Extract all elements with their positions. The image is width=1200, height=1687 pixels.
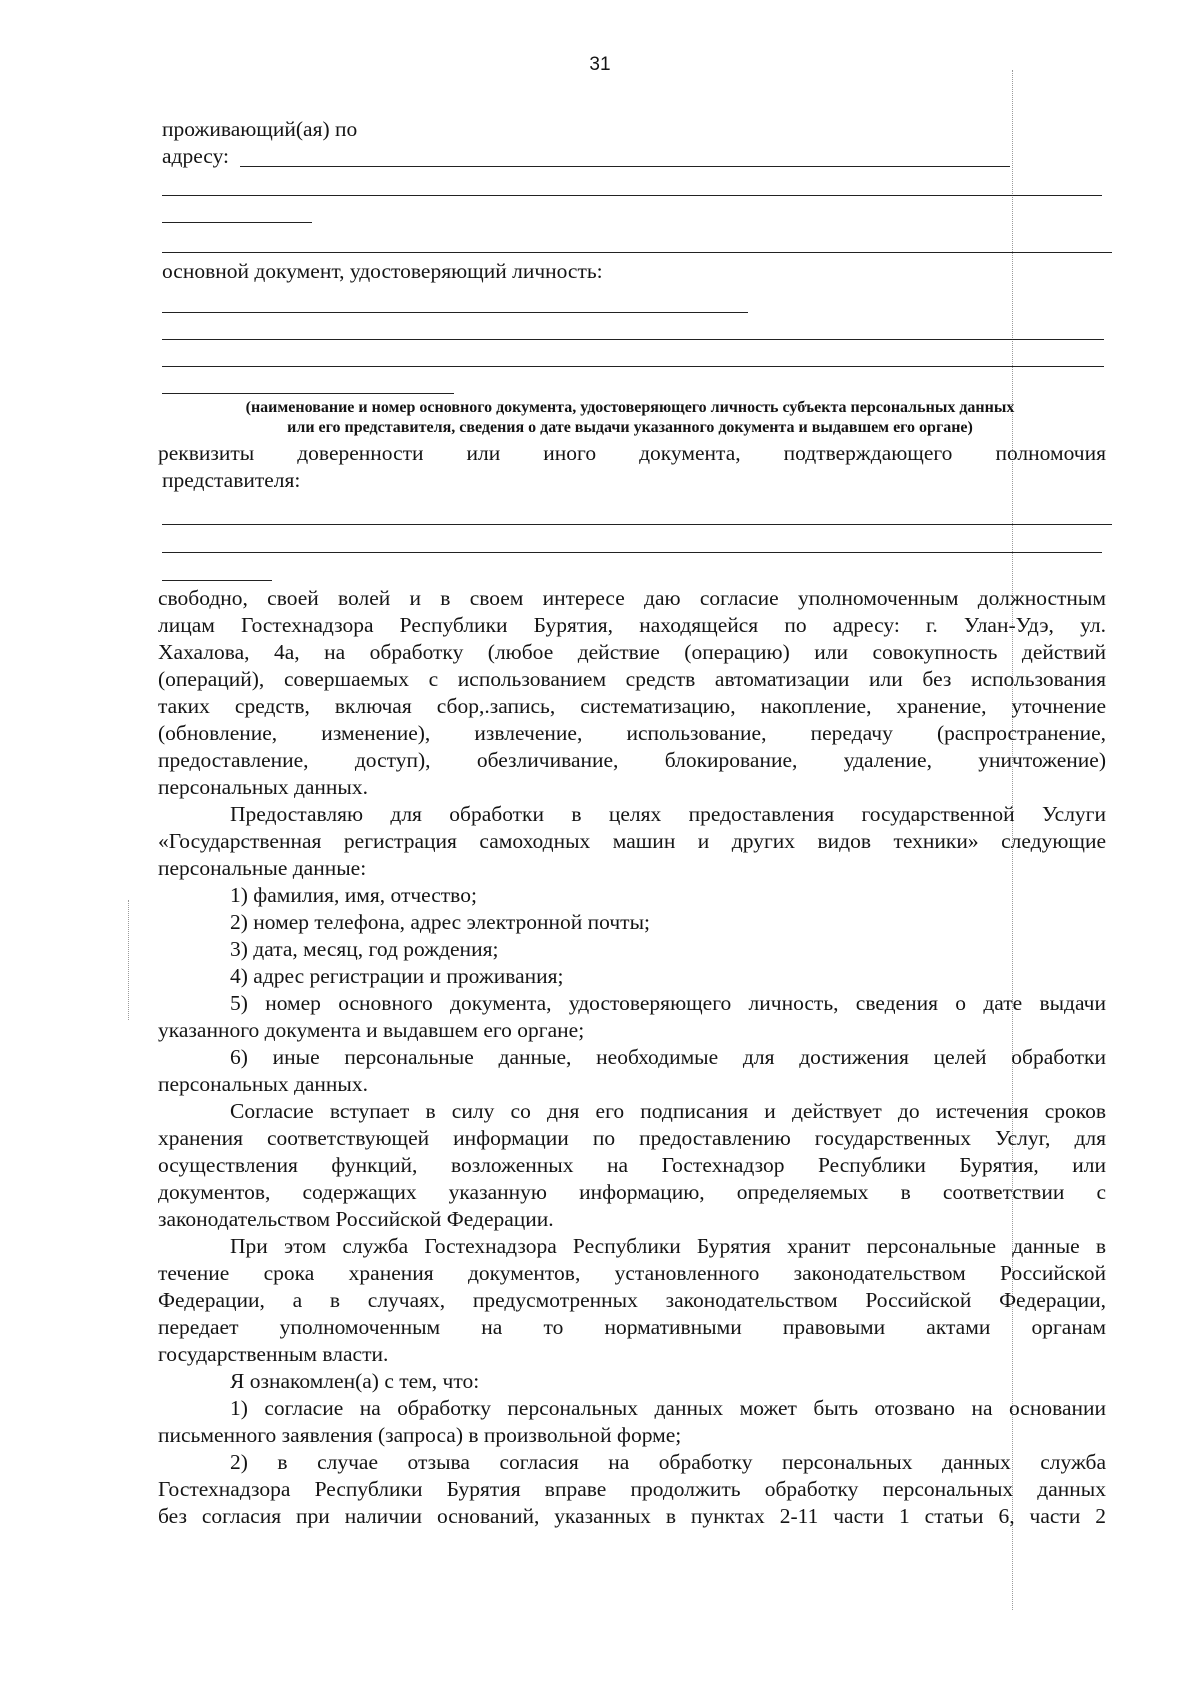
ack-item-2-line3: без согласия при наличии оснований, указанных в пунктах 2-11 части 1 статьи 6, части 2 [158,1504,1106,1528]
identity-doc-label: основной документ, удостоверяющий личность: [162,259,603,283]
consent-line: (операций), совершаемых с использованием средств автоматизации или без использования [158,667,1106,691]
address-label-line1: проживающий(ая) по [162,117,358,141]
proxy-blank-line-1 [162,524,1112,525]
address-blank-line [240,166,1010,167]
storage-line: передает уполномоченным на то нормативными правовыми актами органам [158,1315,1106,1339]
data-item: 3) дата, месяц, год рождения; [230,937,499,961]
consent-line: предоставление, доступ), обезличивание, блокирование, удаление, уничтожение) [158,748,1106,772]
consent-line: лицам Гостехнадзора Республики Бурятия, находящейся по адресу: г. Улан-Удэ, ул. [158,613,1106,637]
data-item: 1) фамилия, имя, отчество; [230,883,477,907]
consent-line: персональных данных. [158,775,369,799]
identity-blank-line-2 [162,339,1104,340]
page-number: 31 [589,54,611,75]
identity-blank-line-1 [162,312,748,313]
proxy-label-line1: реквизиты доверенности или иного документа, подтверждающего полномочия [158,441,1106,465]
storage-line: течение срока хранения документов, установленного законодательством Российской [158,1261,1106,1285]
validity-line: хранения соответствующей информации по предоставлению государственных Услуг, для [158,1126,1106,1150]
validity-line: документов, содержащих указанную информацию, определяемых в соответствии с [158,1180,1106,1204]
consent-line: (обновление, изменение), извлечение, использование, передачу (распространение, [158,721,1106,745]
validity-line: законодательством Российской Федерации. [158,1207,554,1231]
identity-blank-line-3 [162,366,1104,367]
ack-item-2-line2: Гостехнадзора Республики Бурятия вправе продолжить обработку персональных данных [158,1477,1106,1501]
consent-line: таких средств, включая сбор,.запись, систематизацию, накопление, хранение, уточнение [158,694,1106,718]
acknowledge-heading: Я ознакомлен(а) с тем, что: [230,1369,480,1393]
address-label-line2: адресу: [162,144,230,168]
validity-line: Согласие вступает в силу со дня его подписания и действует до истечения сроков [230,1099,1106,1123]
data-item-6-line1: 6) иные персональные данные, необходимые для достижения целей обработки [230,1045,1106,1069]
data-item: 4) адрес регистрации и проживания; [230,964,564,988]
storage-line: государственным власти. [158,1342,389,1366]
consent-line: свободно, своей волей и в своем интересе даю согласие уполномоченным должностным [158,586,1106,610]
proxy-label-line2: представителя: [162,468,301,492]
ack-item-1-line1: 1) согласие на обработку персональных данных может быть отозвано на основании [230,1396,1106,1420]
proxy-blank-line-2 [162,552,1102,553]
proxy-blank-line-3 [162,580,272,581]
consent-line: Хахалова, 4а, на обработку (любое действие (операцию) или совокупность действий [158,640,1106,664]
validity-line: осуществления функций, возложенных на Гостехнадзор Республики Бурятия, или [158,1153,1106,1177]
identity-blank-line-4 [162,393,454,394]
scan-edge-mark [128,900,129,1020]
ack-item-1-line2: письменного заявления (запроса) в произвольной форме; [158,1423,682,1447]
provide-line: персональные данные: [158,856,367,880]
data-item-5-line1: 5) номер основного документа, удостоверяющего личность, сведения о дате выдачи [230,991,1106,1015]
data-item-6-line2: персональных данных. [158,1072,369,1096]
data-item: 2) номер телефона, адрес электронной почты; [230,910,650,934]
address-blank-line-4 [162,252,1112,253]
provide-line: Предоставляю для обработки в целях предоставления государственной Услуги [230,802,1106,826]
identity-caption-line1: (наименование и номер основного документа, удостоверяющего личность субъекта персональных данных [245,399,1015,416]
provide-line: «Государственная регистрация самоходных машин и других видов техники» следующие [158,829,1106,853]
storage-line: При этом служба Гостехнадзора Республики Бурятия хранит персональные данные в [230,1234,1106,1258]
address-blank-line-2 [162,195,1102,196]
storage-line: Федерации, а в случаях, предусмотренных законодательством Российской Федерации, [158,1288,1106,1312]
identity-caption-line2: или его представителя, сведения о дате выдачи указанного документа и выдавшем его органе) [287,419,973,436]
address-blank-line-3 [162,222,312,223]
ack-item-2-line1: 2) в случае отзыва согласия на обработку персональных данных служба [230,1450,1106,1474]
data-item-5-line2: указанного документа и выдавшем его органе; [158,1018,585,1042]
